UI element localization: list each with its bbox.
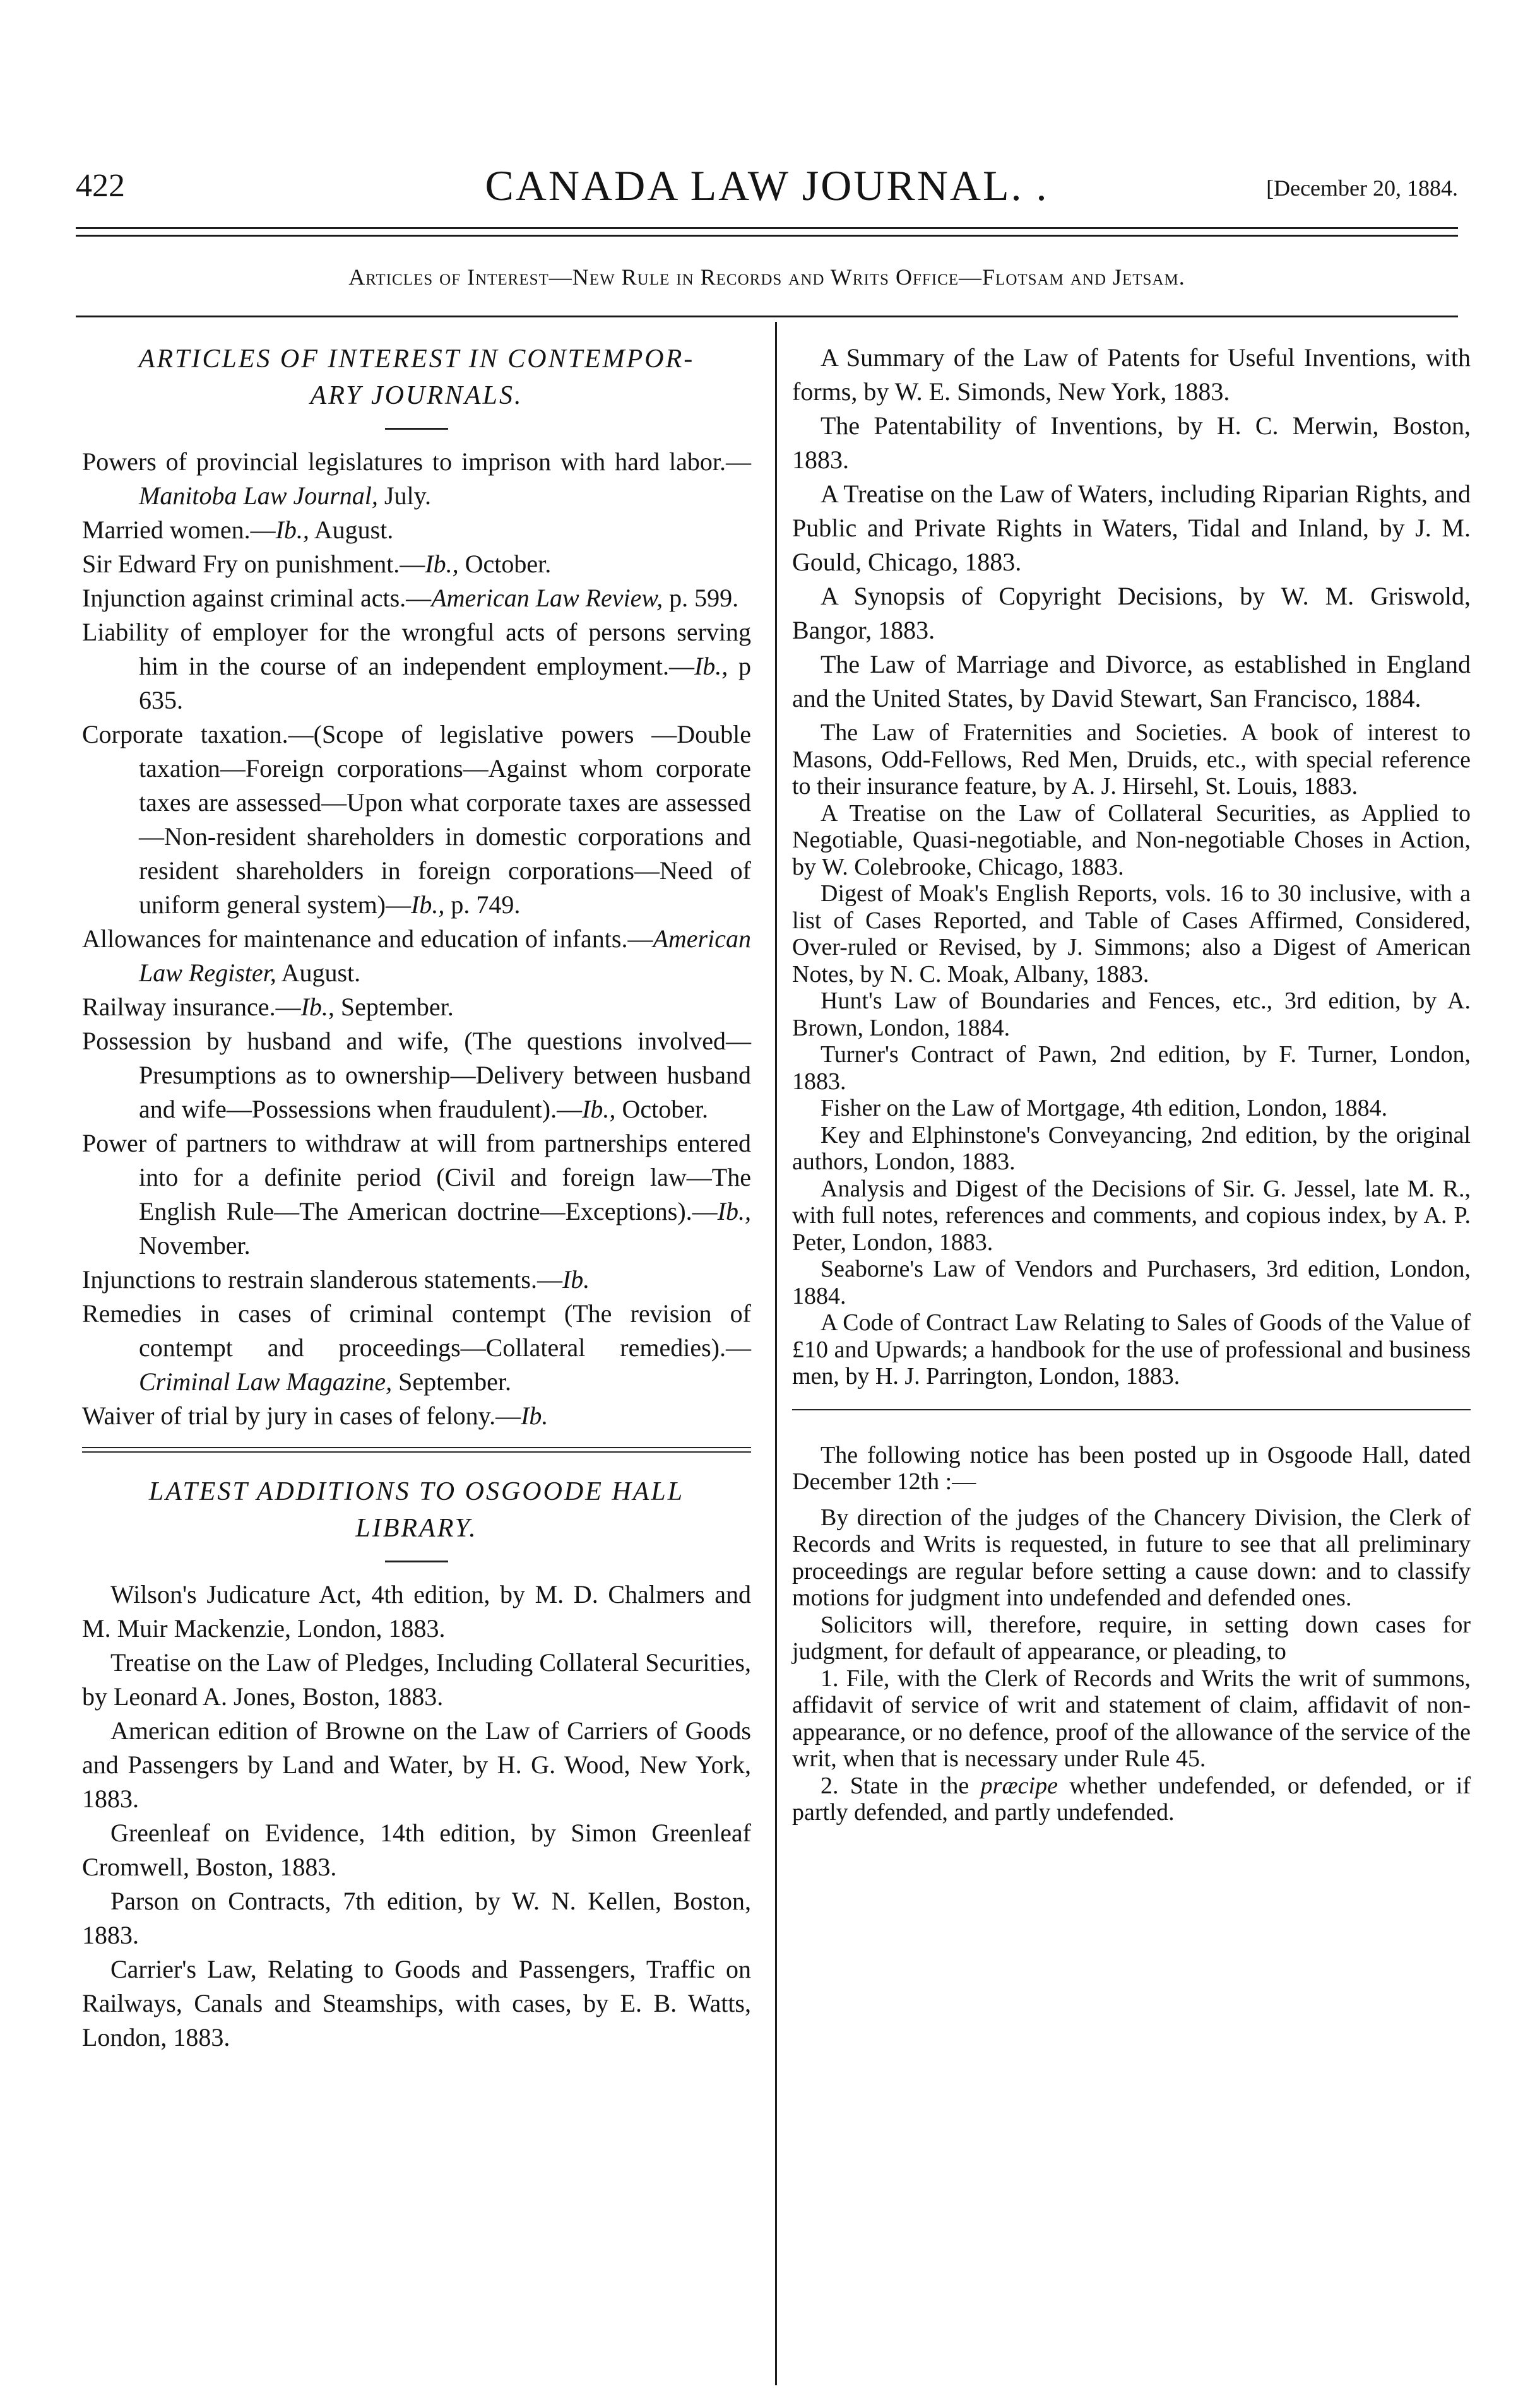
article-entry: Injunctions to restrain slanderous statements.—Ib. xyxy=(82,1265,590,1294)
library-title: LATEST ADDITIONS TO OSGOODE HALL LIBRARY. xyxy=(148,1477,685,1543)
running-head: Articles of Interest—New Rule in Records and Writs Office—Flotsam and Jetsam. xyxy=(348,264,1185,290)
library-entry: A Treatise on the Law of Collateral Securities, as Applied to Negotiable, Quasi-negotiable, and Non-negotiable Choses in Action, by W. Colebrooke, Chicago, 1883. xyxy=(792,800,1471,880)
section-separator xyxy=(82,1446,751,1455)
article-entry: Railway insurance.—Ib., September. xyxy=(82,993,454,1021)
article-entry: Married women.—Ib., August. xyxy=(82,516,394,544)
article-entry: Liability of employer for the wrongful acts of persons serving him in the course of an independent employment.—Ib., p 635. xyxy=(82,618,752,714)
notice-paragraph: The following notice has been posted up in Osgoode Hall, dated December 12th :— xyxy=(792,1441,1471,1495)
library-entry: Seaborne's Law of Vendors and Purchasers, 3rd edition, London, 1884. xyxy=(792,1256,1471,1309)
library-list-small xyxy=(792,719,1471,1390)
header-rule-bottom xyxy=(76,235,1458,237)
library-entry: Parson on Contracts, 7th edition, by W. N. Kellen, Boston, 1883. xyxy=(82,1887,751,1949)
section-separator xyxy=(792,1408,1471,1417)
library-entry: Wilson's Judicature Act, 4th edition, by M. D. Chalmers and M. Muir Mackenzie, London, 1883. xyxy=(82,1580,751,1643)
library-list-continued xyxy=(792,341,1471,716)
issue-date: [December 20, 1884. xyxy=(1266,175,1458,201)
library-entry: The Law of Fraternities and Societies. A book of interest to Masons, Odd-Fellows, Red Men, Druids, etc., with special reference to their insurance feature, by A. J. Hirsehl, St. Louis, 1883. xyxy=(792,719,1471,800)
library-entry: A Treatise on the Law of Waters, including Riparian Rights, and Public and Private Rights in Waters, Tidal and Inland, by J. M. Gould, Chicago, 1883. xyxy=(792,480,1471,576)
library-entry: A Code of Contract Law Relating to Sales of Goods of the Value of £10 and Upwards; a handbook for the use of professional and business men, by H. J. Parrington, London, 1883. xyxy=(792,1309,1471,1390)
library-entry: Digest of Moak's English Reports, vols. 16 to 30 inclusive, with a list of Cases Reported, and Table of Cases Affirmed, Considered, Over-ruled or Revised, by J. Simmons; also a Digest of American Notes, by N. C. Moak, Albany, 1883. xyxy=(792,880,1471,988)
articles-title: ARTICLES OF INTEREST IN CONTEMPOR- ARY JOURNALS. xyxy=(138,345,695,410)
library-entry: Greenleaf on Evidence, 14th edition, by Simon Greenleaf Cromwell, Boston, 1883. xyxy=(82,1819,751,1881)
library-entry: A Summary of the Law of Patents for Useful Inventions, with forms, by W. E. Simonds, New York, 1883. xyxy=(792,343,1471,406)
article-entry: Waiver of trial by jury in cases of felony.—Ib. xyxy=(82,1402,548,1430)
article-entry: Injunction against criminal acts.—American Law Review, p. 599. xyxy=(82,584,739,612)
library-entry: A Synopsis of Copyright Decisions, by W. M. Griswold, Bangor, 1883. xyxy=(792,582,1471,644)
page-number: 422 xyxy=(76,168,125,204)
header-rule-top xyxy=(76,227,1458,229)
library-entry: Hunt's Law of Boundaries and Fences, etc., 3rd edition, by A. Brown, London, 1884. xyxy=(792,988,1471,1041)
article-entry: Powers of provincial legislatures to imprison with hard labor.—Manitoba Law Journal, July. xyxy=(82,447,751,510)
article-entry: Possession by husband and wife, (The questions involved—Presumptions as to ownership—Delivery between husband and wife—Possessions when fraudulent).—Ib., October. xyxy=(82,1027,751,1123)
notice-paragraph: 1. File, with the Clerk of Records and Writs the writ of summons, affidavit of service of writ and statement of claim, affidavit of non-appearance, or no defence, proof of the allowance of the service of the writ, when that is necessary under Rule 45. xyxy=(792,1665,1471,1772)
library-entry: Treatise on the Law of Pledges, Including Collateral Securities, by Leonard A. Jones, Boston, 1883. xyxy=(82,1648,751,1711)
articles-list xyxy=(82,445,751,1433)
library-title-rule xyxy=(385,1561,448,1562)
library-entry: Analysis and Digest of the Decisions of Sir. G. Jessel, late M. R., with full notes, references and comments, and copious index, by A. P. Peter, London, 1883. xyxy=(792,1175,1471,1256)
notice-paragraph: By direction of the judges of the Chancery Division, the Clerk of Records and Writs is requested, in future to see that all preliminary proceedings are regular before setting a cause down: and to classify motions for judgment into undefended and defended ones. xyxy=(792,1504,1471,1611)
column-divider xyxy=(775,322,777,2385)
library-entry: American edition of Browne on the Law of Carriers of Goods and Passengers by Land and Water, by H. G. Wood, New York, 1883. xyxy=(82,1716,751,1813)
article-entry: Power of partners to withdraw at will from partnerships entered into for a definite period (Civil and foreign law—The English Rule—The American doctrine—Exceptions).—Ib., November. xyxy=(82,1129,751,1260)
articles-title-rule xyxy=(385,428,448,430)
journal-title: CANADA LAW JOURNAL. . xyxy=(485,162,1049,210)
library-entry: Turner's Contract of Pawn, 2nd edition, by F. Turner, London, 1883. xyxy=(792,1041,1471,1095)
running-head-rule xyxy=(76,316,1458,317)
library-entry: Key and Elphinstone's Conveyancing, 2nd edition, by the original authors, London, 1883. xyxy=(792,1121,1471,1175)
library-entry: Carrier's Law, Relating to Goods and Passengers, Traffic on Railways, Canals and Steamships, with cases, by E. B. Watts, London, 1883. xyxy=(82,1955,751,2051)
notice-paragraph: Solicitors will, therefore, require, in setting down cases for judgment, for default of appearance, or pleading, to xyxy=(792,1611,1471,1665)
notice-paragraph: 2. State in the præcipe whether undefended, or defended, or if partly defended, and partly undefended. xyxy=(792,1772,1471,1826)
library-list xyxy=(82,1578,751,2055)
article-entry: Corporate taxation.—(Scope of legislative powers —Double taxation—Foreign corporations—Against whom corporate taxes are assessed—Upon what corporate taxes are assessed—Non-resident shareholders in domestic corporations and resident shareholders in foreign corporations—Need of uniform general system)—Ib., p. 749. xyxy=(82,720,751,919)
page-header xyxy=(76,161,1458,218)
article-entry: Remedies in cases of criminal contempt (The revision of contempt and proceedings—Collateral remedies).—Criminal Law Magazine, September. xyxy=(82,1299,751,1396)
library-entry: Fisher on the Law of Mortgage, 4th edition, London, 1884. xyxy=(821,1095,1388,1121)
article-entry: Sir Edward Fry on punishment.—Ib., October. xyxy=(82,550,552,578)
library-entry: The Law of Marriage and Divorce, as established in England and the United States, by David Stewart, San Francisco, 1884. xyxy=(792,650,1471,712)
library-entry: The Patentability of Inventions, by H. C. Merwin, Boston, 1883. xyxy=(792,411,1471,474)
notice xyxy=(792,1442,1471,1826)
article-entry: Allowances for maintenance and education of infants.—American Law Register, August. xyxy=(82,924,751,987)
right-column xyxy=(792,341,1471,1826)
left-column xyxy=(82,341,751,2055)
